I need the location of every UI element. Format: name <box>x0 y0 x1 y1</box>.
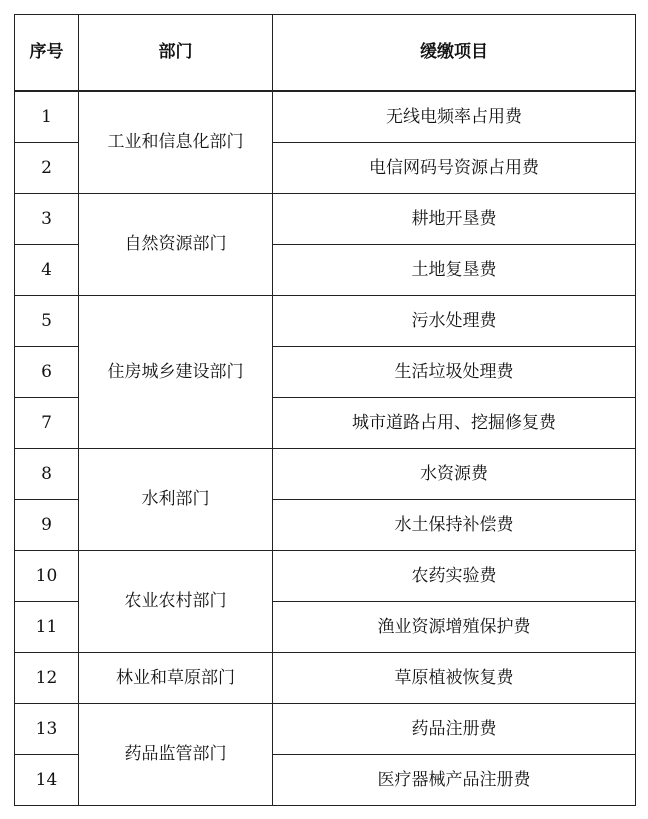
row-department: 水利部门 <box>79 449 273 551</box>
table-row <box>15 449 636 500</box>
header-row <box>15 15 636 92</box>
row-index: 7 <box>15 398 79 449</box>
row-item: 医疗器械产品注册费 <box>273 755 636 806</box>
row-index: 6 <box>15 347 79 398</box>
header-index: 序号 <box>15 15 79 92</box>
row-item: 电信网码号资源占用费 <box>273 143 636 194</box>
row-item: 污水处理费 <box>273 296 636 347</box>
row-index: 14 <box>15 755 79 806</box>
table-row <box>15 704 636 755</box>
row-item: 农药实验费 <box>273 551 636 602</box>
row-index: 13 <box>15 704 79 755</box>
row-index: 8 <box>15 449 79 500</box>
row-department: 药品监管部门 <box>79 704 273 806</box>
row-department: 住房城乡建设部门 <box>79 296 273 449</box>
row-index: 10 <box>15 551 79 602</box>
row-item: 渔业资源增殖保护费 <box>273 602 636 653</box>
row-item: 水土保持补偿费 <box>273 500 636 551</box>
row-item: 药品注册费 <box>273 704 636 755</box>
row-department: 林业和草原部门 <box>79 653 273 704</box>
row-index: 5 <box>15 296 79 347</box>
table-row <box>15 551 636 602</box>
table-row <box>15 91 636 143</box>
row-department: 农业农村部门 <box>79 551 273 653</box>
row-item: 耕地开垦费 <box>273 194 636 245</box>
row-item: 草原植被恢复费 <box>273 653 636 704</box>
row-item: 生活垃圾处理费 <box>273 347 636 398</box>
row-index: 3 <box>15 194 79 245</box>
row-index: 2 <box>15 143 79 194</box>
row-item: 土地复垦费 <box>273 245 636 296</box>
row-department: 自然资源部门 <box>79 194 273 296</box>
row-index: 12 <box>15 653 79 704</box>
table-row <box>15 653 636 704</box>
header-item: 缓缴项目 <box>273 15 636 92</box>
row-department: 工业和信息化部门 <box>79 91 273 194</box>
header-department: 部门 <box>79 15 273 92</box>
table-row <box>15 296 636 347</box>
row-item: 水资源费 <box>273 449 636 500</box>
row-index: 1 <box>15 91 79 143</box>
fee-deferral-table <box>14 14 636 806</box>
table-row <box>15 194 636 245</box>
row-index: 11 <box>15 602 79 653</box>
row-index: 9 <box>15 500 79 551</box>
row-item: 城市道路占用、挖掘修复费 <box>273 398 636 449</box>
row-item: 无线电频率占用费 <box>273 91 636 143</box>
row-index: 4 <box>15 245 79 296</box>
